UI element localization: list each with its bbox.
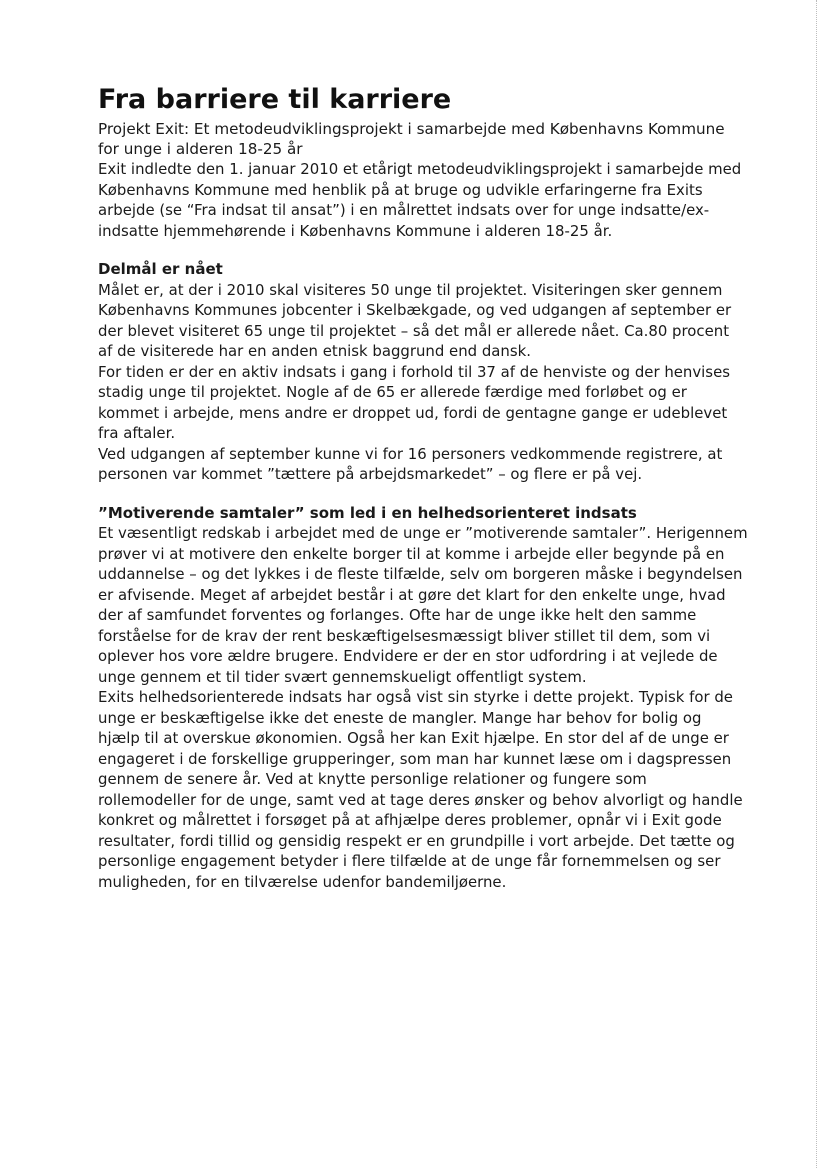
text-line: prøver vi at motivere den enkelte borger til at komme i arbejde eller begynde på en [98,544,725,563]
text-line: indsatte hjemmehørende i Københavns Kommune i alderen 18-25 år. [98,221,613,240]
document-body [98,84,768,892]
text-line: fra aftaler. [98,424,176,442]
text-line: personlige engagement betyder i flere tilfælde at de unge får fornemmelsen og ser [98,852,721,870]
paragraph-registrering [98,444,768,485]
text-line: hjælp til at overskue økonomien. Også her kan Exit hjælpe. En stor del af de unge er [98,729,729,747]
paragraph-visitering [98,280,768,362]
text-line: Projekt Exit: Et metodeudviklingsprojekt i samarbejde med Københavns Kommune [98,120,725,138]
text-line: er afvisende. Meget af arbejdet består i at gøre det klart for den enkelte unge, hvad [98,585,726,604]
text-line: forståelse for de krav der rent beskæftigelsesmæssigt bliver stillet til dem, som vi [98,626,711,645]
text-line: Exits helhedsorienterede indsats har også vist sin styrke i dette projekt. Typisk for de [98,688,733,706]
text-line: Ved udgangen af september kunne vi for 16 personers vedkommende registrere, at [98,444,723,463]
text-line: resultater, fordi tillid og gensidig respekt er en grundpille i vort arbejde. Det tætte og [98,831,735,850]
text-line: unge er beskæftigelse ikke det eneste de mangler. Mange har behov for bolig og [98,708,702,727]
text-line: Københavns Kommunes jobcenter i Skelbækgade, og ved udgangen af september er [98,301,732,319]
text-line: rollemodeller for de unge, samt ved at tage deres ønsker og behov alvorligt og handle [98,790,743,809]
scan-page-edge [815,0,817,1168]
document-subtitle [98,119,768,159]
paragraph-motiverende-samtaler [98,523,768,687]
text-line: kommet i arbejde, mens andre er droppet ud, fordi de gentagne gange er udeblevet [98,403,728,422]
paragraph-aktiv-indsats [98,362,768,444]
text-line: uddannelse – og det lykkes i de fleste tilfælde, selv om borgeren måske i begyndelsen [98,565,743,583]
section-heading-delmaal: Delmål er nået [98,260,223,278]
text-line: Exit indledte den 1. januar 2010 et etårigt metodeudviklingsprojekt i samarbejde med [98,160,742,178]
text-line: konkret og målrettet i forsøget på at afhjælpe deres problemer, opnår vi i Exit gode [98,811,722,829]
text-line: engageret i de forskellige grupperinger, som man har kunnet læse om i dagspressen [98,749,732,768]
text-line: For tiden er der en aktiv indsats i gang i forhold til 37 af de henviste og der henvises [98,362,730,381]
text-line: oplever hos vore ældre brugere. Endvidere er der en stor udfordring i at vejlede de [98,647,718,665]
text-line: der blevet visiteret 65 unge til projektet – så det mål er allerede nået. Ca.80 procent [98,321,730,340]
document-title: Fra barriere til karriere [98,84,452,115]
text-line: der af samfundet forventes og forlanges. Ofte har de unge ikke helt den samme [98,606,697,624]
text-line: Målet er, at der i 2010 skal visiteres 50 unge til projektet. Visiteringen sker gennem [98,280,723,299]
text-line: Et væsentligt redskab i arbejdet med de unge er ”motiverende samtaler”. Herigennem [98,524,748,542]
intro-paragraph [98,159,768,241]
text-line: for unge i alderen 18-25 år [98,140,303,158]
text-line: arbejde (se “Fra indsat til ansat”) i en målrettet indsats over for unge indsatte/ex- [98,201,710,219]
section-heading-motiverende-samtaler: ”Motiverende samtaler” som led i en helhedsorienteret indsats [98,503,637,522]
text-line: stadig unge til projektet. Nogle af de 65 er allerede færdige med forløbet og er [98,383,687,401]
text-line: muligheden, for en tilværelse udenfor bandemiljøerne. [98,872,507,891]
text-line: personen var kommet ”tættere på arbejdsmarkedet” – og flere er på vej. [98,465,643,483]
text-line: gennem de senere år. Ved at knytte personlige relationer og fungere som [98,770,647,788]
text-line: Københavns Kommune med henblik på at bruge og udvikle erfaringerne fra Exits [98,180,703,199]
text-line: unge gennem et til tider svært gennemskueligt offentligt system. [98,667,587,686]
text-line: af de visiterede har en anden etnisk baggrund end dansk. [98,342,531,360]
paragraph-helhedsorienteret [98,687,768,892]
